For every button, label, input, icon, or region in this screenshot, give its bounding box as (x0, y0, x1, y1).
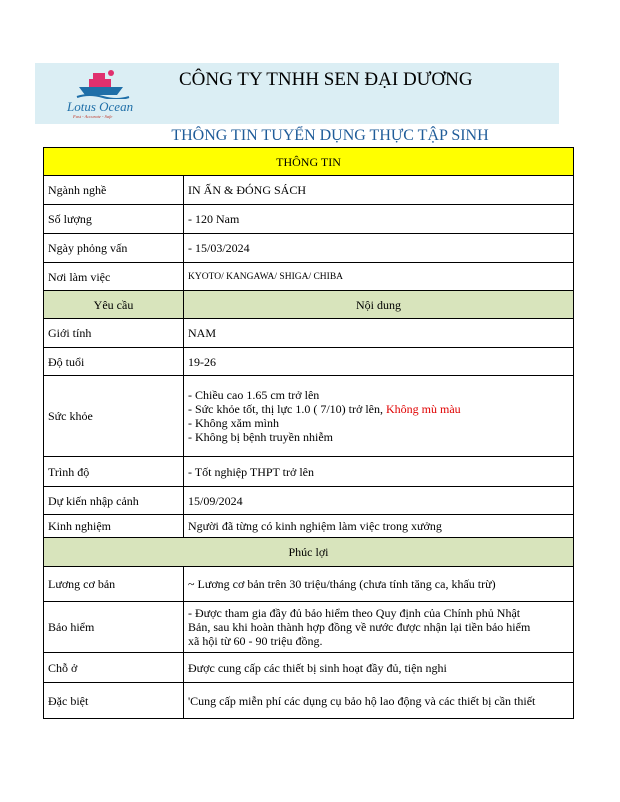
health-line (188, 402, 569, 416)
table-row (44, 567, 574, 602)
colorblind-note: Không mù màu (386, 402, 461, 416)
health-text: - Sức khỏe tốt, thị lực 1.0 ( 7/10) trở lên, (188, 402, 386, 416)
company-logo (63, 67, 143, 123)
logo-tagline: Fast - Accurate - Safe (73, 114, 113, 119)
table-row (44, 205, 574, 234)
section-info-header: THÔNG TIN (44, 148, 574, 176)
section-content-label: Nội dung (184, 291, 574, 319)
row-value: IN ẤN & ĐÓNG SÁCH (184, 176, 574, 205)
row-label: Giới tính (44, 319, 184, 348)
row-label: Đặc biệt (44, 683, 184, 719)
insurance-line: xã hội từ 60 - 90 triệu đồng. (188, 634, 323, 648)
row-value: - Tốt nghiệp THPT trở lên (184, 457, 574, 487)
row-value: Được cung cấp các thiết bị sinh hoạt đầy đủ, tiện nghi (184, 653, 574, 683)
health-line: - Không xăm mình (188, 416, 279, 430)
row-label: Dự kiến nhập cảnh (44, 487, 184, 515)
table-row (44, 263, 574, 291)
row-label: Chỗ ở (44, 653, 184, 683)
row-label: Kinh nghiệm (44, 515, 184, 538)
section-benefits (44, 538, 574, 567)
row-value: 'Cung cấp miễn phí các dụng cụ bảo hộ lao động và các thiết bị cần thiết (184, 683, 574, 719)
row-label: Độ tuổi (44, 348, 184, 376)
insurance-line: - Được tham gia đầy đủ bảo hiểm theo Quy định của Chính phủ Nhật (188, 606, 521, 620)
company-name: CÔNG TY TNHH SEN ĐẠI DƯƠNG (179, 69, 473, 90)
row-value: - 120 Nam (184, 205, 574, 234)
health-line: - Không bị bệnh truyền nhiễm (188, 430, 333, 444)
health-line: - Chiều cao 1.65 cm trở lên (188, 388, 320, 402)
table-row (44, 176, 574, 205)
row-label: Lương cơ bản (44, 567, 184, 602)
row-label: Sức khỏe (44, 376, 184, 457)
row-value: ~ Lương cơ bản trên 30 triệu/tháng (chưa tính tăng ca, khấu trừ) (184, 567, 574, 602)
row-value: - 15/03/2024 (184, 234, 574, 263)
table-row (44, 376, 574, 457)
table-row (44, 319, 574, 348)
table-row (44, 234, 574, 263)
recruitment-table (43, 147, 574, 719)
table-row (44, 457, 574, 487)
row-value: Người đã từng có kinh nghiệm làm việc trong xưởng (184, 515, 574, 538)
company-header (35, 63, 559, 124)
row-label: Bảo hiểm (44, 602, 184, 653)
logo-name: Lotus Ocean (67, 99, 134, 114)
section-benefits-header: Phúc lợi (44, 538, 574, 567)
ship-logo-icon (75, 67, 131, 99)
table-row (44, 653, 574, 683)
row-label: Nơi làm việc (44, 263, 184, 291)
row-value: KYOTO/ KANGAWA/ SHIGA/ CHIBA (184, 263, 574, 291)
table-row (44, 683, 574, 719)
insurance-line: Bản, sau khi hoàn thành hợp đồng về nước được nhận lại tiền bảo hiểm (188, 620, 531, 634)
row-value: NAM (184, 319, 574, 348)
table-row (44, 348, 574, 376)
section-requirements (44, 291, 574, 319)
section-info (44, 148, 574, 176)
row-label: Ngày phỏng vấn (44, 234, 184, 263)
row-value (184, 602, 574, 653)
section-requirements-label: Yêu cầu (44, 291, 184, 319)
row-label: Ngành nghề (44, 176, 184, 205)
row-label: Số lượng (44, 205, 184, 234)
document-title: THÔNG TIN TUYỂN DỤNG THỰC TẬP SINH (171, 127, 489, 144)
row-label: Trình độ (44, 457, 184, 487)
row-value: 19-26 (184, 348, 574, 376)
table-row (44, 487, 574, 515)
row-value (184, 376, 574, 457)
table-row (44, 515, 574, 538)
row-value: 15/09/2024 (184, 487, 574, 515)
table-row (44, 602, 574, 653)
